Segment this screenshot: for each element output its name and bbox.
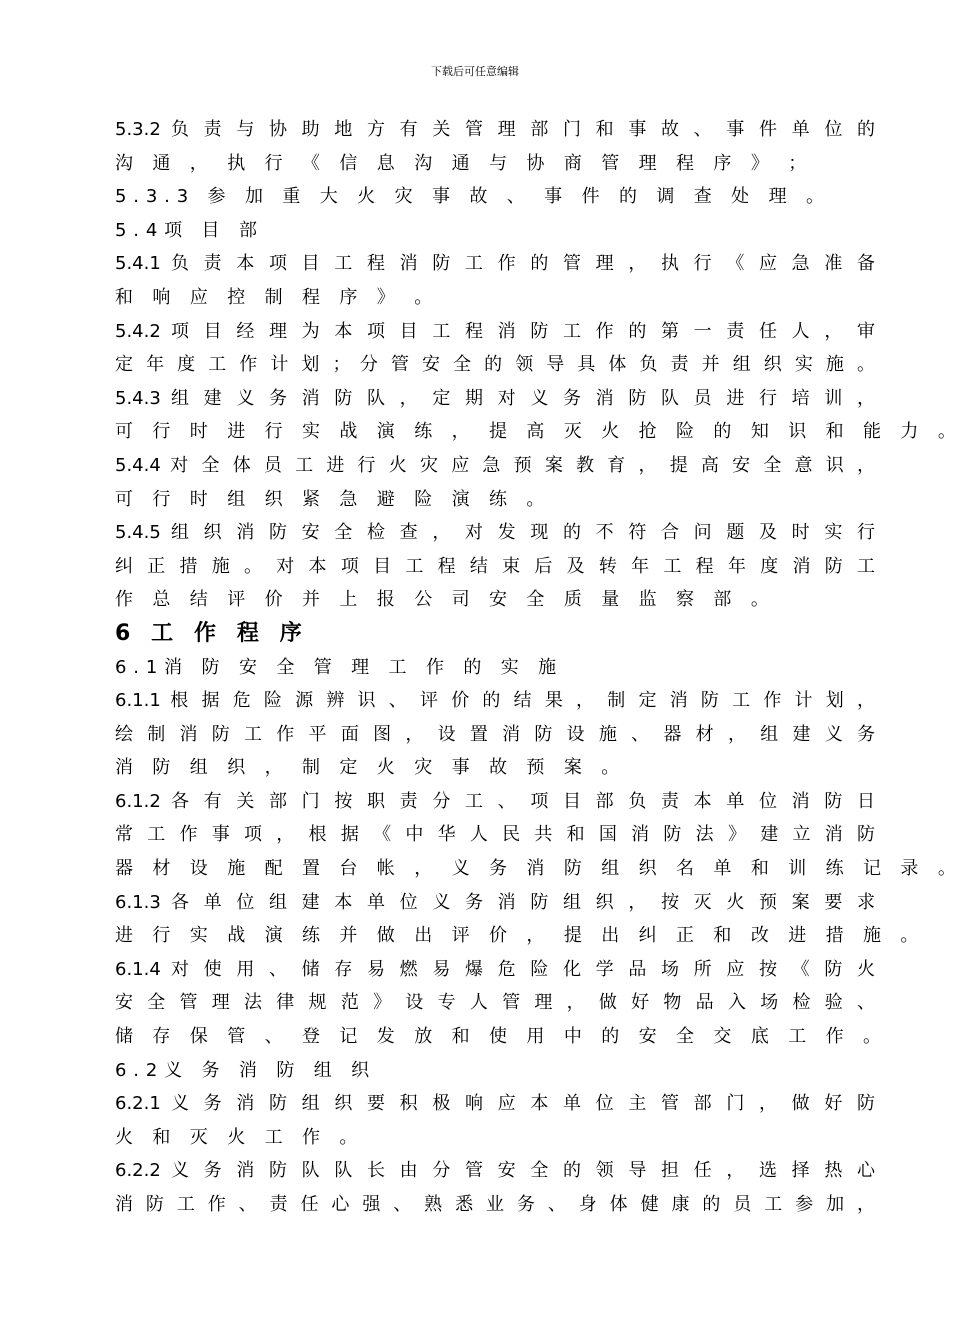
text-line: 火 和 灭 火 工 作 。 — [115, 1126, 365, 1148]
text-line: 消 防 工 作 、 责 任 心 强 、 熟 悉 业 务 、 身 体 健 康 的 员 工 参 加 ， — [115, 1194, 875, 1215]
text-line: 作 总 结 评 价 并 上 报 公 司 安 全 质 量 监 察 部 。 — [115, 589, 776, 611]
text-line: 常 工 作 事 项 ， 根 据 《 中 华 人 民 共 和 国 消 防 法 》 建 立 消 防 — [115, 824, 875, 846]
text-line: 5.4.5 组 织 消 防 安 全 检 查 ， 对 发 现 的 不 符 合 问 题 及 时 实 行 — [115, 522, 875, 544]
text-line: 6.1.4 对 使 用 、 储 存 易 燃 易 爆 危 险 化 学 品 场 所 应 按 《 防 火 — [115, 958, 875, 980]
text-line: 5.4.1 负 责 本 项 目 工 程 消 防 工 作 的 管 理 ， 执 行 《 应 急 准 备 — [115, 253, 875, 275]
page-header: 下载后可任意编辑 — [431, 65, 519, 78]
text-line: 绘 制 消 防 工 作 平 面 图 ， 设 置 消 防 设 施 、 器 材 ， 组 建 义 务 — [115, 723, 875, 745]
text-line: 6.2.2 义 务 消 防 队 队 长 由 分 管 安 全 的 领 导 担 任 ， 选 择 热 心 — [115, 1160, 875, 1182]
text-line: 6.2.1 义 务 消 防 组 织 要 积 极 响 应 本 单 位 主 管 部 门 ， 做 好 防 — [115, 1093, 875, 1115]
text-line: 纠 正 措 施 。 对 本 项 目 工 程 结 束 后 及 转 年 工 程 年 度 消 防 工 — [115, 555, 875, 577]
text-line: 和 响 应 控 制 程 序 》 。 — [115, 286, 440, 308]
text-line: 可 行 时 进 行 实 战 演 练 ， 提 高 灭 火 抢 险 的 知 识 和 能 力 。 — [115, 421, 963, 443]
section-heading-6-1: 6.1消 防 安 全 管 理 工 作 的 实 施 — [115, 656, 564, 678]
text-line: 定 年 度 工 作 计 划 ； 分 管 安 全 的 领 导 具 体 负 责 并 组 织 实 施 。 — [115, 354, 875, 376]
text-line: 沟 通 ， 执 行 《 信 息 沟 通 与 协 商 管 理 程 序 》 ； — [115, 152, 814, 174]
text-line: 安 全 管 理 法 律 规 范 》 设 专 人 管 理 ， 做 好 物 品 入 场 检 验 、 — [115, 992, 875, 1014]
chapter-heading-6: 6 工 作 程 序 — [115, 620, 309, 646]
text-line: 5.4.3 组 建 义 务 消 防 队 ， 定 期 对 义 务 消 防 队 员 进 行 培 训 ， — [115, 387, 875, 409]
text-line: 5.3.3 参 加 重 大 火 灾 事 故 、 事 件 的 调 查 处 理 。 — [115, 186, 831, 208]
document-body — [115, 113, 963, 1222]
text-line: 可 行 时 组 织 紧 急 避 险 演 练 。 — [115, 488, 552, 510]
text-line: 5.3.2 负 责 与 协 助 地 方 有 关 管 理 部 门 和 事 故 、 事 件 单 位 的 — [115, 119, 875, 140]
text-line: 6.1.1 根 据 危 险 源 辨 识 、 评 价 的 结 果 ， 制 定 消 防 工 作 计 划 ， — [115, 690, 875, 712]
text-line: 进 行 实 战 演 练 并 做 出 评 价 ， 提 出 纠 正 和 改 进 措 施 。 — [115, 925, 926, 947]
text-line: 6.1.3 各 单 位 组 建 本 单 位 义 务 消 防 组 织 ， 按 灭 火 预 案 要 求 — [115, 891, 875, 913]
text-line: 储 存 保 管 、 登 记 发 放 和 使 用 中 的 安 全 交 底 工 作 。 — [115, 1026, 888, 1048]
text-line: 6.1.2 各 有 关 部 门 按 职 责 分 工 、 项 目 部 负 责 本 单 位 消 防 日 — [115, 790, 875, 812]
section-heading-5-4: 5.4项 目 部 — [115, 219, 264, 241]
text-line: 5.4.4 对 全 体 员 工 进 行 火 灾 应 急 预 案 教 育 ， 提 高 安 全 意 识 ， — [115, 454, 875, 476]
text-line: 器 材 设 施 配 置 台 帐 ， 义 务 消 防 组 织 名 单 和 训 练 记 录 。 — [115, 858, 963, 880]
text-line: 5.4.2 项 目 经 理 为 本 项 目 工 程 消 防 工 作 的 第 一 责 任 人 ， 审 — [115, 320, 875, 342]
section-heading-6-2: 6.2义 务 消 防 组 织 — [115, 1059, 376, 1081]
text-line: 消 防 组 织 ， 制 定 火 灾 事 故 预 案 。 — [115, 757, 627, 779]
